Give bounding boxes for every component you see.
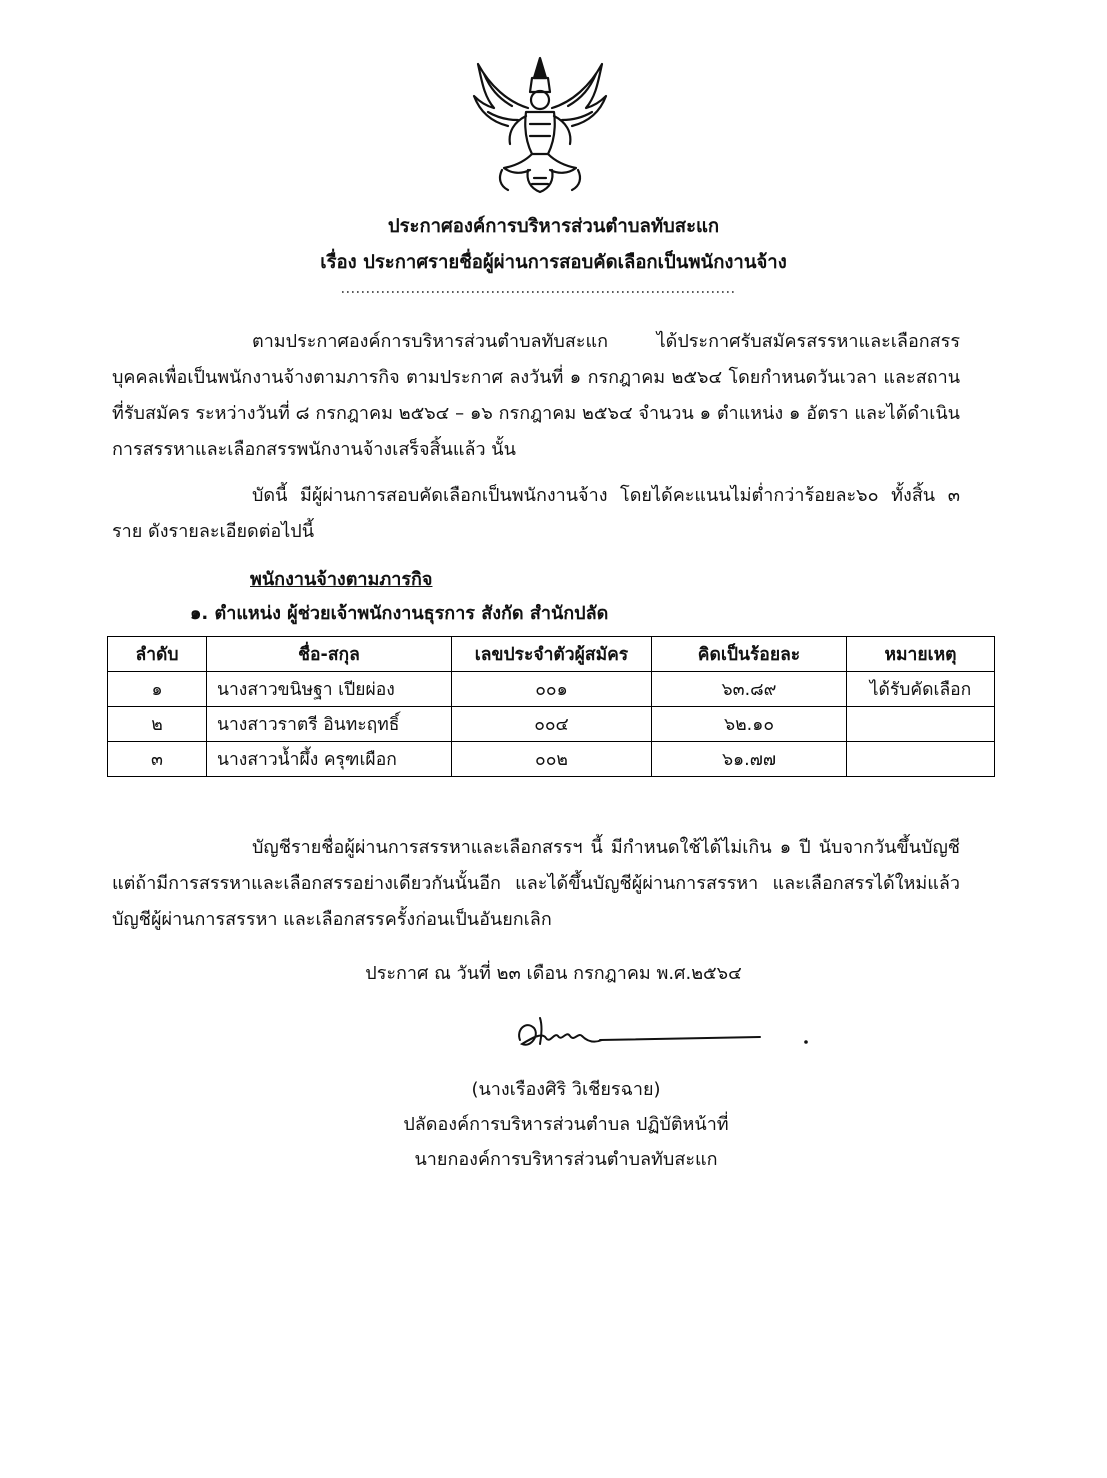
table-row — [108, 742, 995, 777]
result-paragraph: บัดนี้ มีผู้ผ่านการสอบคัดเลือกเป็นพนักงานจ้าง โดยได้คะแนนไม่ต่ำกว่าร้อยละ๖๐ ทั้งสิ้น ๓ ราย ดังรายละเอียดต่อไปนี้ — [112, 485, 960, 542]
position-heading: ๑. ตำแหน่ง ผู้ช่วยเจ้าพนักงานธุรการ สังกัด สำนักปลัด — [190, 603, 609, 624]
cell-remark — [847, 707, 995, 742]
cell-percent: ๖๓.๘๙ — [652, 672, 847, 707]
cell-applicant-id: ๐๐๑ — [452, 672, 652, 707]
col-header-name: ชื่อ-สกุล — [207, 637, 452, 672]
cell-name: นางสาวน้ำผึ้ง ครุฑเผือก — [207, 742, 452, 777]
table-row — [108, 672, 995, 707]
signature — [512, 1010, 812, 1058]
intro-paragraph: ตามประกาศองค์การบริหารส่วนตำบลทับสะแก ได้ประกาศรับสมัครสรรหาและเลือกสรรบุคคลเพื่อเป็นพนักงานจ้างตามภารกิจ ตามประกาศ ลงวันที่ ๑ กรกฎาคม ๒๕๖๔ โดยกำหนดวันเวลา และสถานที่รับสมัคร ระหว่างวันที่ ๘ กรกฎาคม ๒๕๖๔ – ๑๖ กรกฎาคม ๒๕๖๔ จำนวน ๑ ตำแหน่ง ๑ อัตรา และได้ดำเนินการสรรหาและเลือกสรรพนักงานจ้างเสร็จสิ้นแล้ว นั้น — [112, 331, 960, 460]
cell-remark: ได้รับคัดเลือก — [847, 672, 995, 707]
table-header-row — [108, 637, 995, 672]
employee-type-heading: พนักงานจ้างตามภารกิจ — [250, 569, 433, 590]
cell-applicant-id: ๐๐๔ — [452, 707, 652, 742]
results-table — [107, 636, 995, 777]
col-header-applicant-id: เลขประจำตัวผู้สมัคร — [452, 637, 652, 672]
col-header-order: ลำดับ — [108, 637, 207, 672]
cell-order: ๓ — [108, 742, 207, 777]
garuda-emblem-icon — [468, 52, 612, 202]
col-header-remark: หมายเหตุ — [847, 637, 995, 672]
validity-paragraph: บัญชีรายชื่อผู้ผ่านการสรรหาและเลือกสรรฯ นี้ มีกำหนดใช้ได้ไม่เกิน ๑ ปี นับจากวันขึ้นบัญชีแต่ถ้ามีการสรรหาและเลือกสรรอย่างเดียวกันนั้นอีก และได้ขึ้นบัญชีผู้ผ่านการสรรหา และเลือกสรรได้ใหม่แล้วบัญชีผู้ผ่านการสรรหา และเลือกสรรครั้งก่อนเป็นอันยกเลิก — [112, 837, 960, 930]
cell-order: ๑ — [108, 672, 207, 707]
cell-remark — [847, 742, 995, 777]
cell-percent: ๖๑.๗๗ — [652, 742, 847, 777]
announcement-date: ประกาศ ณ วันที่ ๒๓ เดือน กรกฎาคม พ.ศ.๒๕๖๔ — [365, 963, 742, 984]
col-header-percent: คิดเป็นร้อยละ — [652, 637, 847, 672]
signatory-title: ปลัดองค์การบริหารส่วนตำบล ปฏิบัติหน้าที่ — [403, 1114, 729, 1135]
announcement-org-title: ประกาศองค์การบริหารส่วนตำบลทับสะแก — [387, 216, 720, 237]
announcement-subject: เรื่อง ประกาศรายชื่อผู้ผ่านการสอบคัดเลือกเป็นพนักงานจ้าง — [320, 252, 787, 273]
dotted-separator — [342, 286, 734, 296]
cell-percent: ๖๒.๑๐ — [652, 707, 847, 742]
cell-order: ๒ — [108, 707, 207, 742]
cell-name: นางสาวราตรี อินทะฤทธิ์ — [207, 707, 452, 742]
signatory-acting-title: นายกองค์การบริหารส่วนตำบลทับสะแก — [414, 1149, 718, 1170]
cell-name: นางสาวขนิษฐา เปียผ่อง — [207, 672, 452, 707]
table-row — [108, 707, 995, 742]
cell-applicant-id: ๐๐๒ — [452, 742, 652, 777]
signatory-name: (นางเรืองศิริ วิเชียรฉาย) — [471, 1079, 661, 1100]
